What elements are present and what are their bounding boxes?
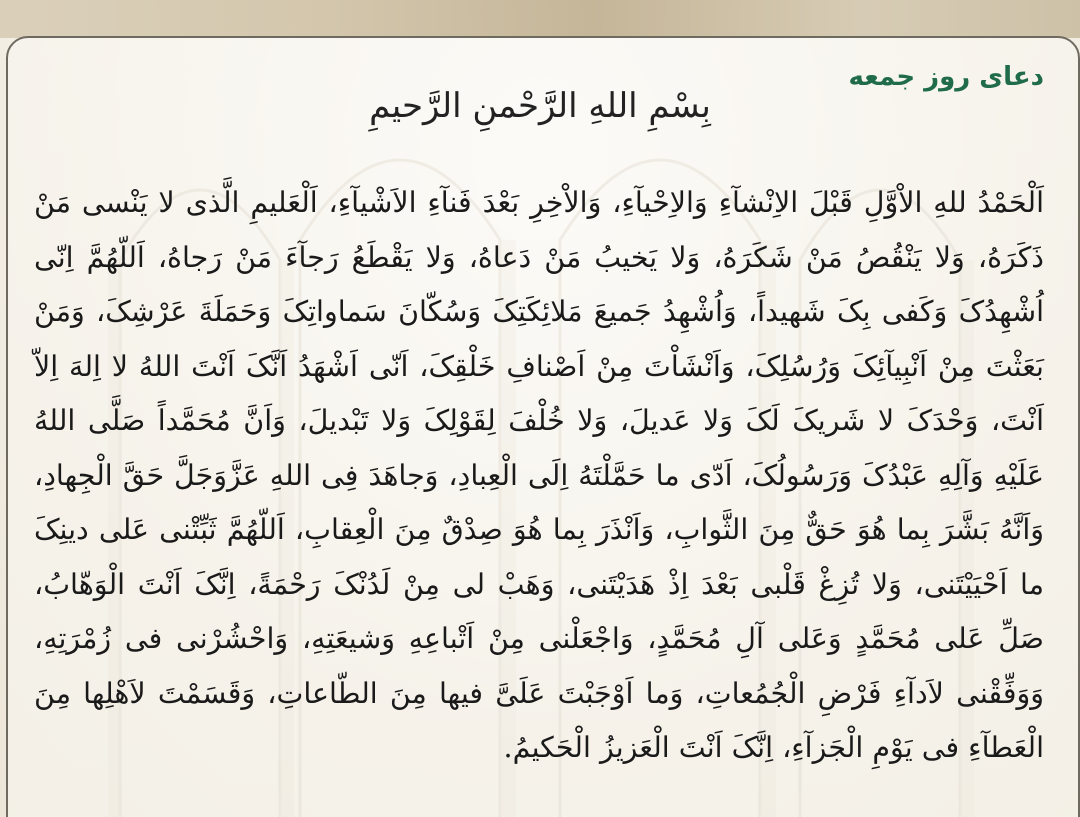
page-title: دعای روز جمعه [848, 62, 1044, 92]
prayer-text: اَلْحَمْدُ للهِ الاْوَّلِ قَبْلَ الاِنْشآءِ وَالاِحْیآءِ، وَالاْخِرِ بَعْدَ فَنآءِ الاَشْیآءِ، اَلْعَلیمِ الَّذی لا یَنْسی مَنْ ذَکَرَهُ، وَلا یَنْقُصُ مَنْ شَکَرَهُ، وَلا یَخیبُ مَنْ دَعاهُ، وَلا یَقْطَعُ رَجآءَ مَنْ رَجاهُ، اَللّهُمَّ اِنّی اُشْهِدُکَ وَکَفی بِکَ شَهیداً، وَاُشْهِدُ جَمیعَ مَلائِکَتِکَ وَسُکّانَ سَماواتِکَ وَحَمَلَةَ عَرْشِکَ، وَمَنْ بَعَثْتَ مِنْ اَنْبِیآئِکَ وَرُسُلِکَ، وَاَنْشَاْتَ مِنْ اَصْنافِ خَلْقِکَ، اَنّی اَشْهَدُ اَنَّکَ اَنْتَ اللهُ لا اِلهَ اِلاّ اَنْتَ، وَحْدَکَ لا شَریکَ لَکَ وَلا عَدیلَ، وَلا خُلْفَ لِقَوْلِکَ وَلا تَبْدیلَ، وَاَنَّ مُحَمَّداً صَلَّی اللهُ عَلَیْهِ وَآلِهِ عَبْدُکَ وَرَسُولُکَ، اَدّی ما حَمَّلْتَهُ اِلَی الْعِبادِ، وَجاهَدَ فِی اللهِ عَزَّوَجَلَّ حَقَّ الْجِهادِ، وَاَنَّهُ بَشَّرَ بِما هُوَ حَقٌّ مِنَ الثَّوابِ، وَاَنْذَرَ بِما هُوَ صِدْقٌ مِنَ الْعِقابِ، اَللّهُمَّ ثَبِّتْنی عَلی دینِکَ ما اَحْیَیْتَنی، وَلا تُزِغْ قَلْبی بَعْدَ اِذْ هَدَیْتَنی، وَهَبْ لی مِنْ لَدُنْکَ رَحْمَةً، اِنَّکَ اَنْتَ الْوَهّابُ، صَلِّ عَلی مُحَمَّدٍ وَعَلی آلِ مُحَمَّدٍ، وَاجْعَلْنی مِنْ اَتْباعِهِ وَشیعَتِهِ، وَاحْشُرْنی فی زُمْرَتِهِ، وَوَفِّقْنی لاَدآءِ فَرْضِ الْجُمُعاتِ، وَما اَوْجَبْتَ عَلَیَّ فیها مِنَ الطّاعاتِ، وَقَسَمْتَ لاَهْلِها مِنَ الْعَطآءِ فی یَوْمِ الْجَزآءِ، اِنَّکَ اَنْتَ الْعَزیزُ الْحَکیمُ. [34, 186, 1045, 764]
basmala-heading: بِسْمِ اللهِ الرَّحْمنِ الرَّحیمِ [369, 86, 711, 126]
top-background-strip [0, 0, 1080, 38]
